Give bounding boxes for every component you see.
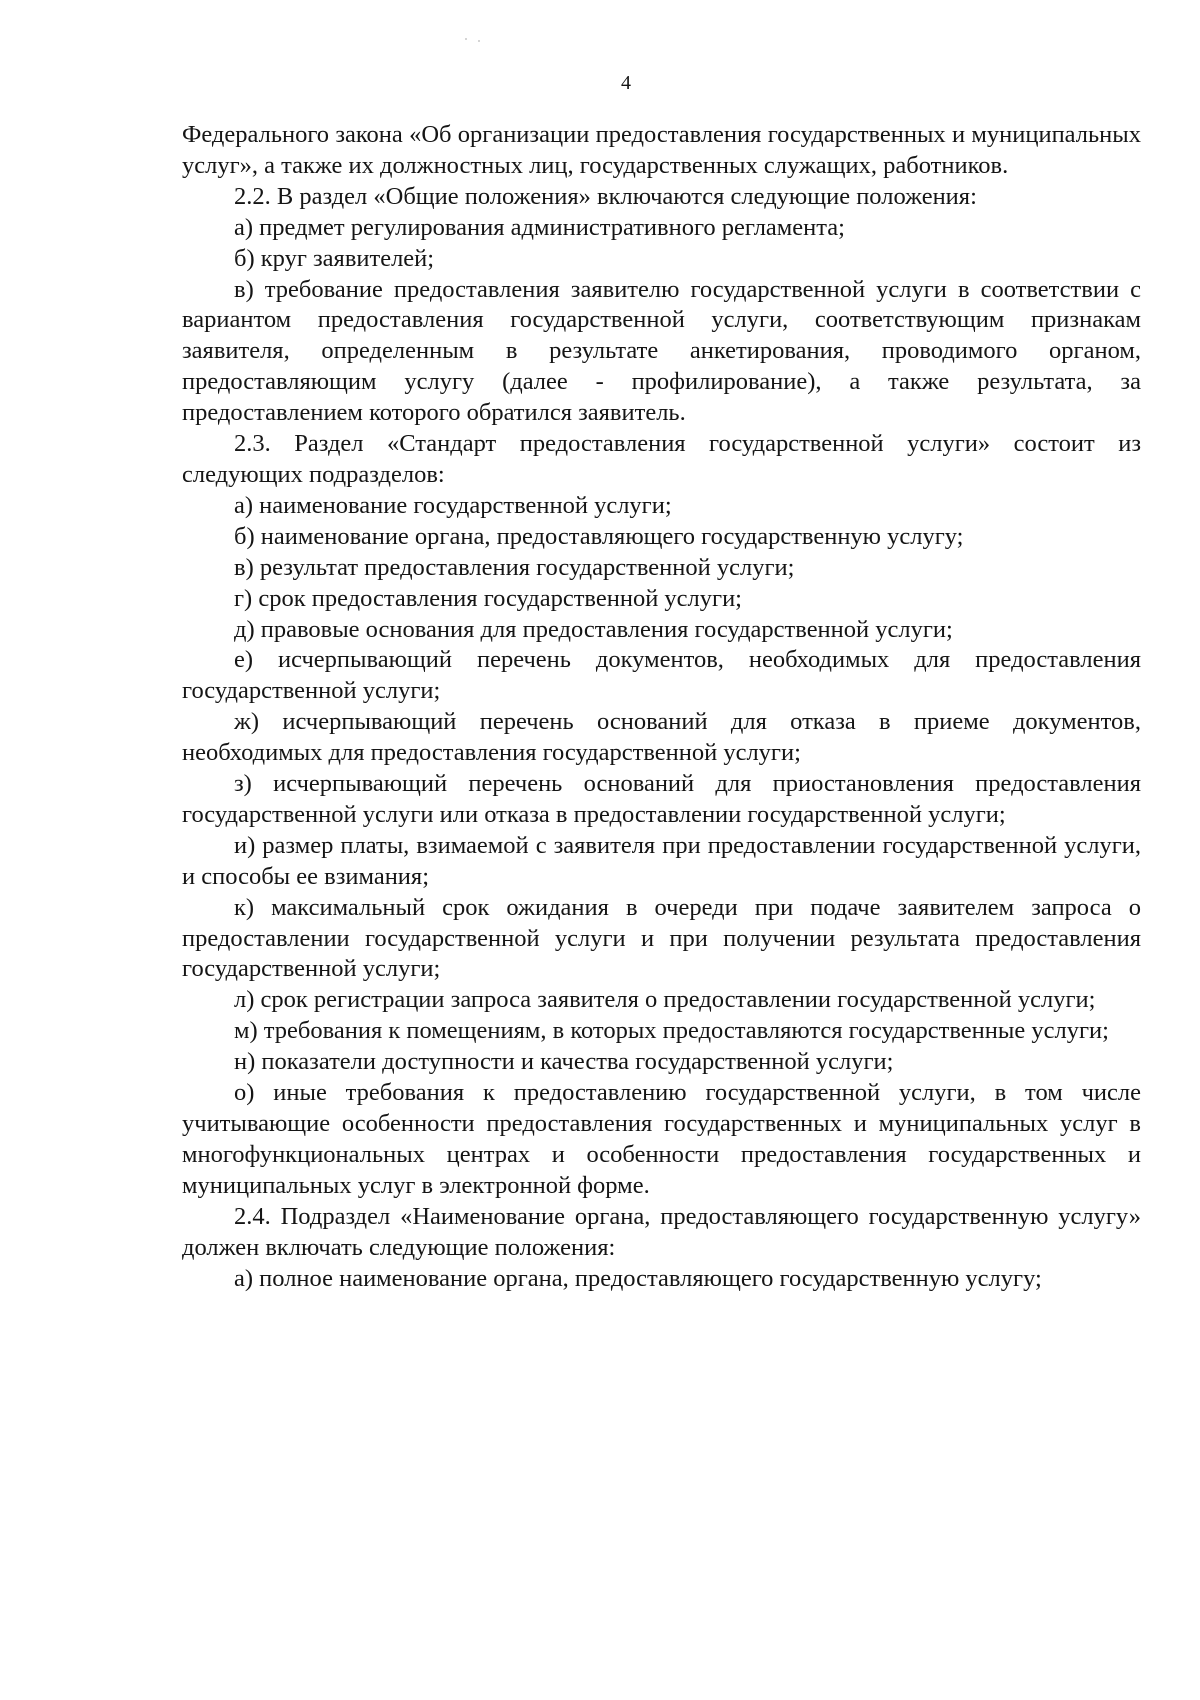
- list-item-e: е) исчерпывающий перечень документов, необходимых для предоставления государственной услуги;: [182, 646, 1141, 705]
- list-item-o: о) иные требования к предоставлению государственной услуги, в том числе учитывающие особенности предоставления государственных и муниципальных услуг в многофункциональных центрах и особенности предоставления государственных и муниципальных услуг в электронной форме.: [182, 1079, 1141, 1199]
- paragraph-section-2-2: 2.2. В раздел «Общие положения» включаются следующие положения:: [234, 182, 977, 210]
- page-number: 4: [621, 72, 631, 94]
- list-item-v: в) результат предоставления государственной услуги;: [234, 553, 795, 581]
- list-item-d: д) правовые основания для предоставления государственной услуги;: [234, 615, 953, 643]
- scan-speck: [465, 38, 467, 40]
- list-item-zh: ж) исчерпывающий перечень оснований для отказа в приеме документов, необходимых для предоставления государственной услуги;: [182, 708, 1141, 767]
- list-item-b: б) круг заявителей;: [234, 244, 435, 272]
- list-item-b: б) наименование органа, предоставляющего государственную услугу;: [234, 522, 964, 550]
- list-item-m: м) требования к помещениям, в которых предоставляются государственные услуги;: [234, 1017, 1109, 1045]
- list-item-a: а) полное наименование органа, предоставляющего государственную услугу;: [234, 1264, 1042, 1292]
- list-item-i: и) размер платы, взимаемой с заявителя при предоставлении государственной услуги, и способы ее взимания;: [182, 831, 1141, 890]
- list-item-n: н) показатели доступности и качества государственной услуги;: [234, 1048, 894, 1076]
- paragraph-continuation: Федерального закона «Об организации предоставления государственных и муниципальных услуг», а также их должностных лиц, государственных служащих, работников.: [182, 121, 1141, 179]
- list-item-a: а) предмет регулирования административного регламента;: [234, 213, 845, 241]
- scan-speck: [478, 40, 480, 42]
- list-item-a: а) наименование государственной услуги;: [234, 491, 672, 519]
- list-item-g: г) срок предоставления государственной услуги;: [234, 584, 742, 612]
- list-item-k: к) максимальный срок ожидания в очереди при подаче заявителем запроса о предоставлении государственной услуги и при получении результата предоставления государственной услуги;: [182, 893, 1141, 983]
- paragraph-section-2-3: 2.3. Раздел «Стандарт предоставления государственной услуги» состоит из следующих подразделов:: [182, 430, 1141, 488]
- list-item-v: в) требование предоставления заявителю государственной услуги в соответствии с вариантом предоставления государственной услуги, соответствующим признакам заявителя, определенным в результате анкетирования, проводимого органом, предоставляющим услугу (далее - профилирование), а также результата, за предоставлением которого обратился заявитель.: [182, 275, 1141, 427]
- list-item-l: л) срок регистрации запроса заявителя о предоставлении государственной услуги;: [234, 986, 1096, 1014]
- list-item-z: з) исчерпывающий перечень оснований для приостановления предоставления государственной услуги или отказа в предоставлении государственной услуги;: [182, 770, 1141, 828]
- document-body: [182, 120, 1141, 1294]
- paragraph-section-2-4: 2.4. Подраздел «Наименование органа, предоставляющего государственную услугу» должен включать следующие положения:: [182, 1202, 1141, 1261]
